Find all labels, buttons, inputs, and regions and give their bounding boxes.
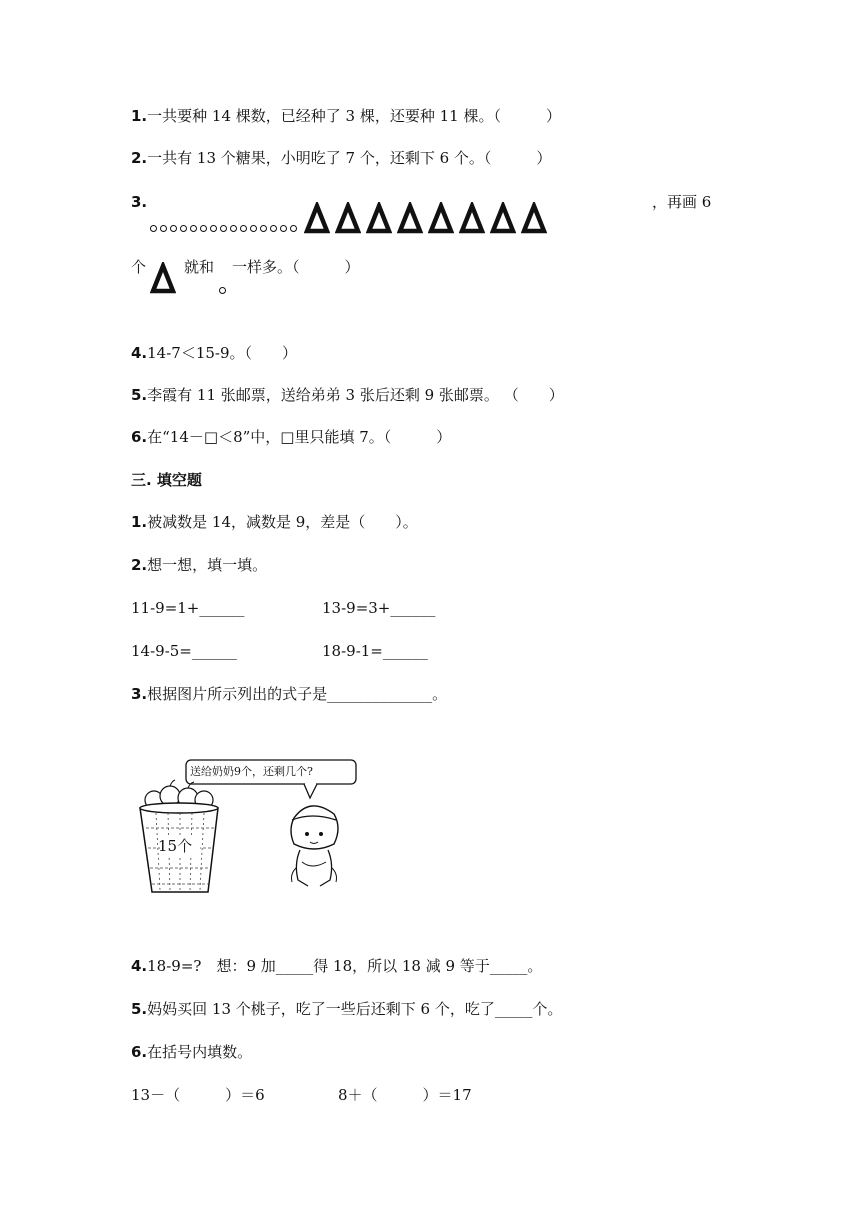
- speech-bubble-text: 送给奶奶9个，还剩几个?: [190, 765, 313, 778]
- judge-q3-line2-mid: 就和: [184, 258, 215, 276]
- equation: 13-9=3+______: [322, 599, 436, 617]
- question-text: 在“14－□＜8”中，□里只能填 7。（ ）: [147, 428, 452, 446]
- judge-q5: [131, 385, 564, 405]
- judge-q3-line2-end: 一样多。（ ）: [232, 258, 360, 276]
- question-text: 一共要种 14 棵数，已经种了 3 棵，还要种 11 棵。（ ）: [147, 107, 561, 125]
- circle-icon: [180, 225, 187, 232]
- circle-icon: [150, 225, 157, 232]
- question-number: 2.: [131, 149, 148, 167]
- fill-q5: [131, 999, 562, 1019]
- question-text: 在括号内填数。: [147, 1043, 253, 1061]
- equation: 18-9-1=______: [322, 642, 428, 660]
- circle-icon: [260, 225, 267, 232]
- judge-q6: [131, 427, 451, 447]
- equation: 8＋（ ）＝17: [338, 1086, 472, 1104]
- triangle-icon: [335, 202, 361, 234]
- fill-q6: [131, 1042, 252, 1062]
- question-number: 6.: [131, 1043, 148, 1061]
- circle-icon: [230, 225, 237, 232]
- question-number: 2.: [131, 556, 148, 574]
- judge-q3-number: [131, 192, 147, 212]
- question-number: 5.: [131, 1000, 148, 1018]
- circle-icon: [190, 225, 197, 232]
- question-text: 14-7＜15-9。（ ）: [147, 344, 298, 362]
- circle-icon: [290, 225, 297, 232]
- triangle-icon: [304, 202, 330, 234]
- equation: 13－（ ）＝6: [131, 1086, 265, 1104]
- fill-q4: [131, 956, 542, 976]
- question-number: 1.: [131, 107, 148, 125]
- question-text: 李霞有 11 张邮票，送给弟弟 3 张后还剩 9 张邮票。 （ ）: [147, 386, 564, 404]
- equation: 11-9=1+______: [131, 599, 245, 617]
- judge-q3-tail: ，再画 6: [652, 193, 712, 211]
- question-number: 6.: [131, 428, 148, 446]
- judge-q1: [131, 106, 561, 126]
- section-heading: 三. 填空题: [131, 471, 202, 489]
- judge-q4: [131, 343, 297, 363]
- question-text: 一共有 13 个糖果，小明吃了 7 个，还剩下 6 个。（ ）: [147, 149, 552, 167]
- question-number: 1.: [131, 513, 148, 531]
- question-text: 18-9=? 想：9 加_____得 18，所以 18 减 9 等于_____。: [147, 957, 543, 975]
- triangle-icon: [490, 202, 516, 234]
- equation: 14-9-5=______: [131, 642, 237, 660]
- triangle-icon: [459, 202, 485, 234]
- fill-q1: [131, 512, 418, 532]
- question-text: 想一想，填一填。: [147, 556, 268, 574]
- judge-q2: [131, 148, 551, 168]
- triangle-icon: [150, 262, 176, 298]
- triangle-icon: [428, 202, 454, 234]
- circle-icon: [220, 225, 227, 232]
- circle-icon: [240, 225, 247, 232]
- question-number: 5.: [131, 386, 148, 404]
- fill-q2: [131, 555, 267, 575]
- triangle-icon: [397, 202, 423, 234]
- circle-icon: [170, 225, 177, 232]
- illustration: [134, 758, 364, 898]
- question-number: 3.: [131, 193, 148, 211]
- question-number: 3.: [131, 685, 148, 703]
- circle-icon: [160, 225, 167, 232]
- question-text: 被减数是 14，减数是 9，差是（ ）。: [147, 513, 418, 531]
- triangle-group: [304, 202, 552, 234]
- circle-icon: [210, 225, 217, 232]
- circle-icon: [250, 225, 257, 232]
- triangle-icon: [521, 202, 547, 234]
- basket-and-girl-illustration: [134, 758, 364, 898]
- triangle-icon: [366, 202, 392, 234]
- circle-icon: [280, 225, 287, 232]
- circle-icon: [200, 225, 207, 232]
- fill-q3: [131, 684, 447, 704]
- question-number: 4.: [131, 957, 148, 975]
- question-number: 4.: [131, 344, 148, 362]
- shapes-row: [150, 198, 552, 234]
- circle-icon: [219, 287, 226, 294]
- question-text: 根据图片所示列出的式子是______________。: [147, 685, 448, 703]
- basket-label: 15个: [158, 837, 193, 855]
- circle-icon: [270, 225, 277, 232]
- circle-group: [150, 225, 300, 234]
- question-text: 妈妈买回 13 个桃子，吃了一些后还剩下 6 个，吃了_____个。: [147, 1000, 563, 1018]
- judge-q3-line2-prefix: 个: [131, 258, 147, 276]
